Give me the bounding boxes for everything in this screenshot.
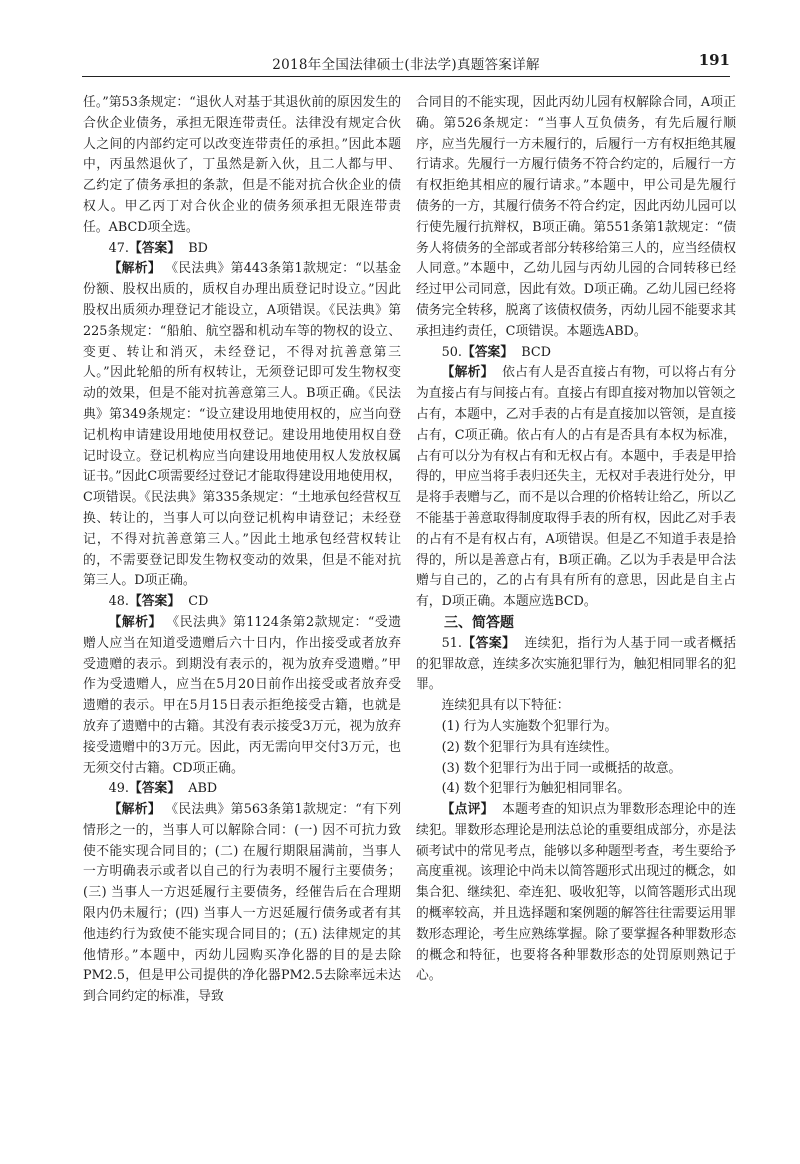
q48-answer-label: 【答案】 <box>128 594 181 610</box>
page-number: 191 <box>698 51 730 69</box>
q48-analysis <box>83 613 401 779</box>
q49-continuation: 合同目的不能实现，因此丙幼儿园有权解除合同，A项正确。第526条规定：“当事人互负债务，有先后履行顺序，应当先履行一方未履行的，后履行一方有权拒绝其履行请求。先履行一方履行债务不符合约定的，后履行一方有权拒绝其相应的履行请求。”本题中，甲公司是先履行债务的一方，其履行债务不符合约定，因此丙幼儿园可以行使先履行抗辩权，B项正确。第551条第1款规定：“债务人将债务的全部或者部分转移给第三人的，应当经债权人同意。”本题中，乙幼儿园与丙幼儿园的合同转移已经经过甲公司同意，因此有效。D项正确。乙幼儿园已经将债务完全转移，脱离了该债权债务，丙幼儿园不能要求其承担违约责任，C项错误。本题选ABD。 <box>416 95 736 339</box>
q50-analysis-text: 依占有人是否直接占有物，可以将占有分为直接占有与间接占有。直接占有即直接对物加以管领之占有，本题中，乙对手表的占有是直接加以管领，是直接占有，C项正确。依占有人的占有是否具有本权为标准，占有可以分为有权占有和无权占有。本题中，手表是甲拾得的，甲应当将手表归还失主，无权对手表进行处分，甲是将手表赠与乙，而不是以合理的价格转让给乙，所以乙不能基于善意取得制度取得手表的所有权，因此乙对手表的占有不是有权占有，A项错误。但是乙不知道手表是拾得的，所以是善意占有，B项正确。乙以为手表是甲合法赠与自己的，乙的占有具有所有的意思，因此是自主占有，D项正确。本题应选BCD。 <box>416 365 737 610</box>
q50-answer-line <box>416 343 736 364</box>
q48-answer: CD <box>188 594 209 610</box>
q49-analysis-text: 《民法典》第563条第1款规定：“有下列情形之一的，当事人可以解除合同：(一) 因不可抗力致使不能实现合同目的；(二) 在履行期限届满前，当事人一方明确表示或者以自己的行为表明不履行主要债务；(三) 当事人一方迟延履行主要债务，经催告后在合理期限内仍未履行；(四) 当事人一方迟延履行债务或者有其他违约行为致使不能实现合同目的；(五) 法律规定的其他情形。”本题中，丙幼儿园购买净化器的目的是去除PM2.5，但是甲公司提供的净化器PM2.5去除率远未达到合同约定的标准，导致 <box>83 802 402 1005</box>
q51-comment-text: 本题考查的知识点为罪数形态理论中的连续犯。罪数形态理论是刑法总论的重要组成部分，亦是法硕考试中的常见考点，能够以多种题型考查，考生要给予高度重视。该理论中尚未以简答题形式出现过的概念，如集合犯、继续犯、牵连犯、吸收犯等，以简答题形式出现的概率较高，并且选择题和案例题的解答往往需要运用罪数形态理论，考生应熟练掌握。除了要掌握各种罪数形态的概念和特征，也要将各种罪数形态的处罚原则熟记于心。 <box>416 802 737 984</box>
q49-analysis <box>83 800 401 1008</box>
q51-comment-label: 【点评】 <box>441 802 494 818</box>
q49-answer-label: 【答案】 <box>128 781 181 797</box>
q47-answer: BD <box>188 240 208 256</box>
q51-feature-2: (2) 数个犯罪行为具有连续性。 <box>441 739 618 755</box>
q47-analysis-label: 【解析】 <box>108 261 161 277</box>
q51-answer-line <box>416 634 736 696</box>
q47-analysis <box>83 259 401 592</box>
intro-paragraph: 任。”第53条规定：“退伙人对基于其退伙前的原因发生的合伙企业债务，承担无限连带责任。法律没有规定合伙人之间的内部约定可以改变连带责任的承担。”因此本题中，丙虽然退伙了，丁虽然是新入伙，且二人都与甲、乙约定了债务承担的条款，但是不能对抗合伙企业的债权人。甲乙丙丁对合伙企业的债务须承担无限连带责任。ABCD项全选。 <box>83 95 401 235</box>
q50-answer-label: 【答案】 <box>461 344 514 360</box>
q48-number: 48. <box>108 594 129 610</box>
q49-analysis-label: 【解析】 <box>108 802 161 818</box>
q51-answer: 连续犯，指行为人基于同一或者概括的犯罪故意，连续多次实施犯罪行为，触犯相同罪名的犯罪。 <box>416 635 736 693</box>
header-title: 2018年全国法律硕士(非法学)真题答案详解 <box>272 57 540 73</box>
section-title: 三、简答题 <box>444 614 514 631</box>
q47-number: 47. <box>108 240 129 256</box>
q47-analysis-text: 《民法典》第443条第1款规定：“以基金份额、股权出质的，质权自办理出质登记时设立。”因此股权出质须办理登记才能设立，A项错误。《民法典》第225条规定：“船舶、航空器和机动车等的物权的设立、变更、转让和消灭，未经登记，不得对抗善意第三人。”因此轮船的所有权转让，无须登记即可发生物权变动的效果，但是不能对抗善意第三人。B项正确。《民法典》第349条规定：“设立建设用地使用权的，应当向登记机构申请建设用地使用权登记。建设用地使用权自登记时设立。登记机构应当向建设用地使用权人发放权属证书。”因此C项需要经过登记才能取得建设用地使用权，C项错误。《民法典》第335条规定：“土地承包经营权互换、转让的，当事人可以向登记机构申请登记；未经登记，不得对抗善意第三人。”因此土地承包经营权转让的，不需要登记即发生物权变动的效果，但是不能对抗第三人。D项正确。 <box>83 261 402 589</box>
q47-answer-label: 【答案】 <box>128 240 181 256</box>
q51-feature-1: (1) 行为人实施数个犯罪行为。 <box>441 718 618 734</box>
q51-comment <box>416 800 736 987</box>
q51-feature-4: (4) 数个犯罪行为触犯相同罪名。 <box>441 781 631 797</box>
q49-answer: ABD <box>188 781 218 797</box>
q51-answer-label: 【答案】 <box>461 635 516 651</box>
q50-analysis <box>416 363 736 613</box>
q48-analysis-text: 《民法典》第1124条第2款规定：“受遗赠人应当在知道受遗赠后六十日内，作出接受或者放弃受遗赠的表示。到期没有表示的，视为放弃受遗赠。”甲作为受遗赠人，应当在5月20日前作出接受或者放弃受遗赠的表示。甲在5月15日表示拒绝接受古籍，也就是放弃了遗赠中的古籍。其没有表示接受3万元，视为放弃接受遗赠中的3万元。因此，丙无需向甲交付3万元，也无须交付古籍。CD项正确。 <box>83 614 401 776</box>
right-column <box>416 93 736 987</box>
q49-number: 49. <box>108 781 129 797</box>
q51-number: 51. <box>441 635 462 651</box>
q49-answer-line <box>83 779 401 800</box>
q48-analysis-label: 【解析】 <box>108 614 162 630</box>
q50-number: 50. <box>441 344 462 360</box>
q48-answer-line <box>83 592 401 613</box>
q51-feature-3: (3) 数个犯罪行为出于同一或概括的故意。 <box>441 760 682 776</box>
q47-answer-line <box>83 239 401 260</box>
running-header <box>82 50 730 77</box>
q51-features-intro: 连续犯具有以下特征： <box>441 698 570 714</box>
q50-analysis-label: 【解析】 <box>441 365 494 381</box>
q50-answer: BCD <box>521 344 551 360</box>
left-column <box>83 93 401 1008</box>
